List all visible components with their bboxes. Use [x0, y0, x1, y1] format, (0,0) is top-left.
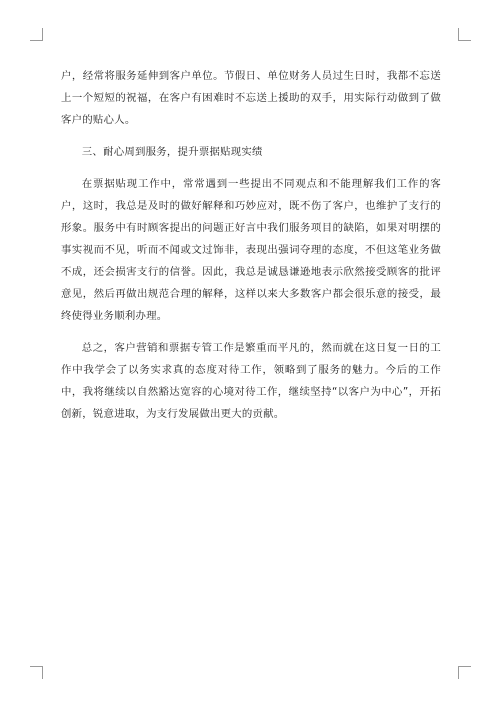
paragraph-bill-discount: 在票据贴现工作中，常常遇到一些提出不同观点和不能理解我们工作的客户，这时，我总是及时的做好解释和巧妙应对，既不伤了客户，也维护了支行的形象。服务中有时顾客提出的问题正好言中我们服务项目的缺陷，如果对明摆的事实视而不见，听而不闻或文过饰非，表现出强词夺理的态度，不但这笔业务做不成，还会损害支行的信誉。因此，我总是诚恳谦逊地表示欣然接受顾客的批评意见，然后再做出规范合理的解释，这样以来大多数客户都会很乐意的接受，最终使得业务顺利办理。 — [61, 178, 441, 322]
page-corner-mark-bottom-right — [458, 666, 471, 679]
document-body — [61, 65, 441, 435]
page-corner-mark-bottom-left — [30, 666, 43, 679]
paragraph-summary: 总之，客户营销和票据专管工作是繁重而平凡的，然而就在这日复一日的工作中我学会了以务实求真的态度对待工作，领略到了服务的魅力。今后的工作中，我将继续以自然豁达宽容的心境对待工作，继续坚持“以客户为中心”，开拓创新，锐意进取，为支行发展做出更大的贡献。 — [61, 342, 441, 420]
page-corner-mark-top-left — [30, 28, 43, 41]
page-corner-mark-top-right — [458, 28, 471, 41]
paragraph-continuation: 户，经常将服务延伸到客户单位。节假日、单位财务人员过生日时，我都不忘送上一个短短的祝福，在客户有困难时不忘送上援助的双手，用实际行动做到了做客户的贴心人。 — [61, 70, 441, 126]
section-heading: 三、耐心周到服务，提升票据贴现实绩 — [81, 146, 263, 158]
